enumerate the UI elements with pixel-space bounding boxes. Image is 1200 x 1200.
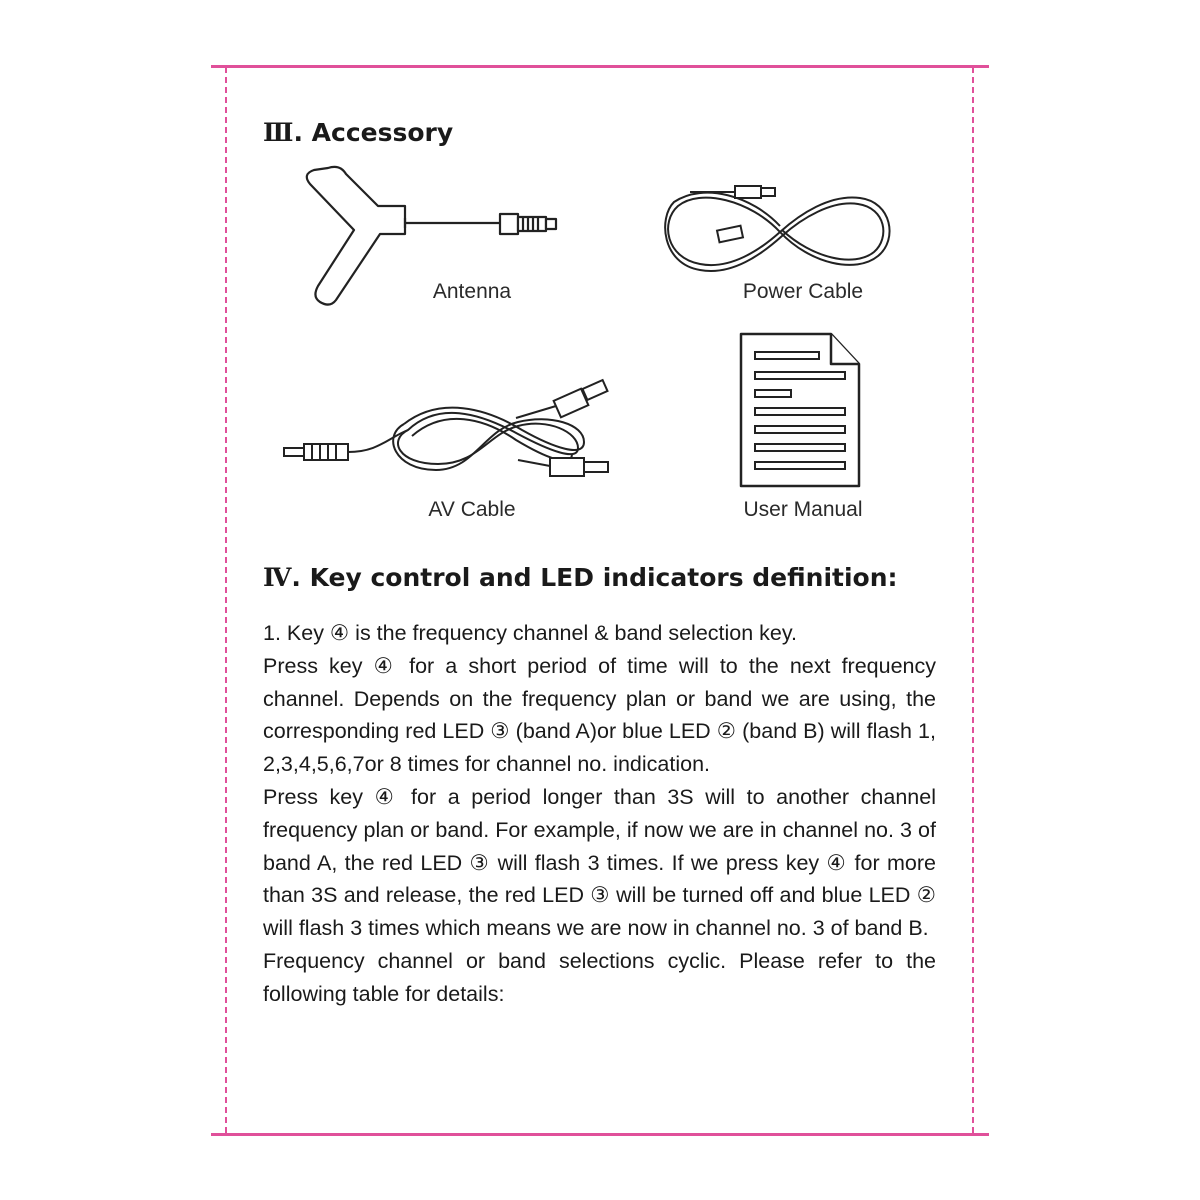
paragraph-short-press: Press key ④ for a short period of time will to the next frequency channel. Depends on the frequency plan or band we are using, the corresponding red LED ③ (band A)or blue LED ② (band B) will flash 1, 2,3,4,5,6,7or 8 times for channel no. indication.: [263, 653, 936, 777]
section-numeral: Ⅲ: [263, 118, 294, 147]
power-cable-icon: [660, 180, 900, 280]
right-trim-line: [972, 67, 974, 1133]
section-heading-accessory: [263, 118, 453, 147]
av-cable-label: AV Cable: [428, 498, 516, 521]
paragraph-long-press: Press key ④ for a period longer than 3S will to another channel frequency plan or band. For example, if now we are in channel no. 3 of band A, the red LED ③ will flash 3 times. If we press key ④ for more than 3S and release, the red LED ③ will be turned off and blue LED ② will flash 3 times which means we are now in channel no. 3 of band B.: [263, 784, 936, 941]
section-title: . Accessory: [293, 118, 454, 147]
left-trim-line: [225, 67, 227, 1133]
bottom-trim-line: [211, 1133, 989, 1136]
user-manual-label: User Manual: [743, 498, 863, 521]
section-heading-key-control: [263, 563, 898, 592]
av-cable-icon: [278, 378, 628, 498]
user-manual-icon: [735, 330, 865, 490]
top-trim-line: [211, 65, 989, 68]
paragraph-cyclic: Frequency channel or band selections cyclic. Please refer to the following table for details:: [263, 948, 936, 1006]
power-cable-label: Power Cable: [742, 280, 864, 303]
antenna-label: Antenna: [432, 280, 512, 303]
section-title: . Key control and LED indicators definition:: [291, 563, 898, 592]
key-control-description: [263, 617, 936, 1011]
section-numeral: Ⅳ: [263, 563, 292, 592]
paragraph-key-intro: 1. Key ④ is the frequency channel & band selection key.: [263, 621, 797, 645]
